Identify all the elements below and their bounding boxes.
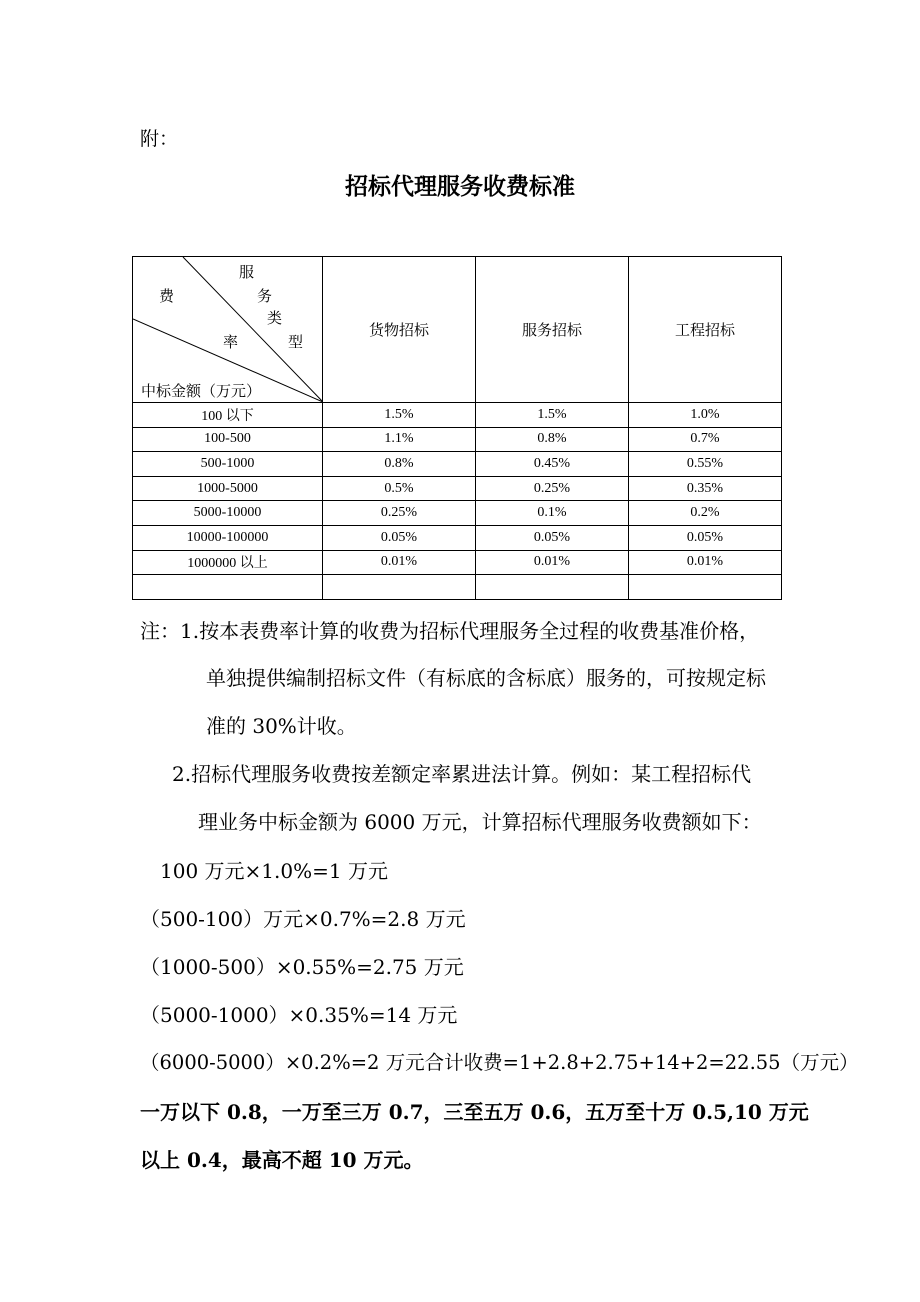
table-row [133, 525, 782, 550]
rate-cell: 0.05% [323, 525, 476, 550]
rate-cell: 1.1% [323, 427, 476, 452]
rate-cell: 0.8% [323, 452, 476, 477]
rate-cell: 0.05% [476, 525, 629, 550]
rate-cell: 0.05% [629, 525, 782, 550]
corner-rate-char: 费 [159, 287, 175, 305]
corner-service-char: 服 [239, 263, 255, 281]
rate-cell: 0.5% [323, 476, 476, 501]
corner-service-char: 类 [267, 309, 283, 327]
range-cell: 100-500 [133, 427, 323, 452]
note1-line: 准的 30%计收。 [206, 714, 357, 738]
note1-line: 注：1.按本表费率计算的收费为招标代理服务全过程的收费基准价格， [140, 619, 760, 643]
rate-cell: 0.01% [476, 550, 629, 575]
table-row [133, 501, 782, 526]
range-cell: 5000-10000 [133, 501, 323, 526]
table-row-empty [133, 575, 782, 600]
table-row [133, 427, 782, 452]
corner-rate-char: 率 [223, 333, 239, 351]
rate-cell: 0.7% [629, 427, 782, 452]
rate-cell: 0.8% [476, 427, 629, 452]
rate-cell: 1.5% [476, 403, 629, 428]
note1-line: 单独提供编制招标文件（有标底的含标底）服务的，可按规定标 [206, 666, 766, 690]
rate-cell: 0.1% [476, 501, 629, 526]
note2-line: 理业务中标金额为 6000 万元，计算招标代理服务收费额如下： [198, 810, 762, 834]
bold-note-line: 一万以下 0.8，一万至三万 0.7，三至五万 0.6，五万至十万 0.5,10 万元 [140, 1100, 809, 1124]
rate-cell: 1.5% [323, 403, 476, 428]
table-header-row [133, 257, 782, 403]
corner-service-char: 务 [257, 287, 273, 305]
range-cell: 100 以下 [133, 403, 323, 428]
column-header-goods: 货物招标 [323, 257, 476, 403]
range-cell: 1000-5000 [133, 476, 323, 501]
calc-line: （500-100）万元×0.7%=2.8 万元 [140, 907, 466, 931]
note2-line: 2.招标代理服务收费按差额定率累进法计算。例如：某工程招标代 [172, 762, 752, 786]
rate-cell: 0.35% [629, 476, 782, 501]
rate-cell: 0.55% [629, 452, 782, 477]
diagonal-header-cell [133, 257, 323, 403]
bold-note-line: 以上 0.4，最高不超 10 万元。 [140, 1148, 424, 1172]
table-row [133, 476, 782, 501]
rate-cell: 0.45% [476, 452, 629, 477]
rate-cell: 0.25% [323, 501, 476, 526]
rate-cell [629, 575, 782, 600]
range-cell: 10000-100000 [133, 525, 323, 550]
rate-cell [323, 575, 476, 600]
table-row [133, 452, 782, 477]
rate-cell: 0.01% [323, 550, 476, 575]
corner-service-char: 型 [288, 333, 304, 351]
range-cell: 1000000 以上 [133, 550, 323, 575]
calc-line: （5000-1000）×0.35%=14 万元 [140, 1003, 458, 1027]
table-row [133, 550, 782, 575]
column-header-engineering: 工程招标 [629, 257, 782, 403]
corner-amount-label: 中标金额（万元） [141, 382, 262, 400]
rate-cell: 1.0% [629, 403, 782, 428]
rate-cell: 0.01% [629, 550, 782, 575]
rate-cell [476, 575, 629, 600]
table-row [133, 403, 782, 428]
fee-table [132, 256, 782, 600]
page-title: 招标代理服务收费标准 [345, 174, 575, 200]
calc-line: （6000-5000）×0.2%=2 万元合计收费=1+2.8+2.75+14+2=22.55（万元） [140, 1051, 859, 1074]
attachment-label: 附： [140, 128, 179, 150]
column-header-service: 服务招标 [476, 257, 629, 403]
rate-cell: 0.2% [629, 501, 782, 526]
calc-line: 100 万元×1.0%=1 万元 [160, 859, 388, 883]
range-cell [133, 575, 323, 600]
calc-line: （1000-500）×0.55%=2.75 万元 [140, 955, 464, 979]
rate-cell: 0.25% [476, 476, 629, 501]
range-cell: 500-1000 [133, 452, 323, 477]
